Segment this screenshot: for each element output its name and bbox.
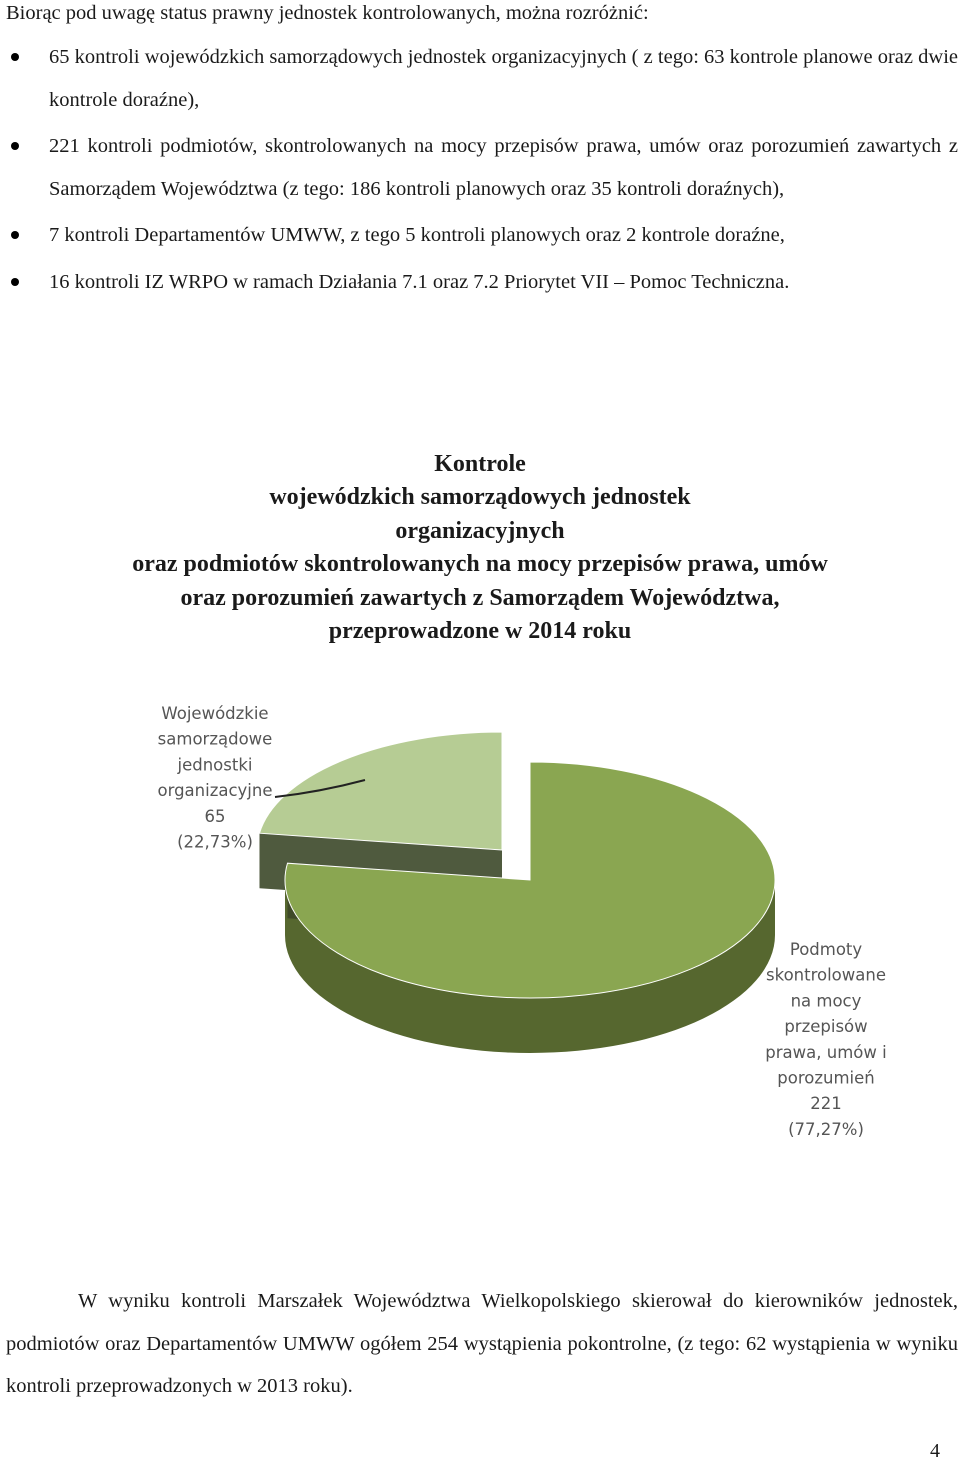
bullet-icon bbox=[11, 278, 19, 286]
list-item-text: 16 kontroli IZ WRPO w ramach Działania 7.1 oraz 7.2 Priorytet VII – Pomoc Techniczna. bbox=[49, 270, 790, 293]
bullet-icon bbox=[11, 231, 19, 239]
pie-slice bbox=[259, 732, 502, 850]
list-item bbox=[0, 36, 958, 121]
list-item-text: 65 kontroli wojewódzkich samorządowych jednostek organizacyjnych ( z tego: 63 kontrole planowe oraz dwie kontrole doraźne), bbox=[49, 46, 958, 111]
list-item-text: 221 kontroli podmiotów, skontrolowanych na mocy przepisów prawa, umów oraz porozumień zawartych z Samorządem Województwa (z tego: 186 kontroli planowych oraz 35 kontroli doraźnych), bbox=[49, 135, 958, 200]
data-label bbox=[765, 940, 886, 1139]
chart-title-line: oraz podmiotów skontrolowanych na mocy przepisów prawa, umów bbox=[132, 551, 828, 578]
data-label-line: 221 bbox=[810, 1094, 842, 1114]
bullet-icon bbox=[11, 142, 19, 150]
intro-paragraph: Biorąc pod uwagę status prawny jednostek kontrolowanych, można rozróżnić: bbox=[6, 2, 649, 24]
data-label-line: przepisów bbox=[784, 1017, 868, 1037]
list-item bbox=[0, 214, 958, 257]
data-label-line: na mocy bbox=[790, 991, 862, 1011]
data-label-line: porozumień bbox=[777, 1068, 875, 1088]
data-label-line: samorządowe bbox=[157, 729, 273, 749]
chart-title-line: wojewódzkich samorządowych jednostek bbox=[269, 484, 691, 511]
page-number: 4 bbox=[930, 1440, 940, 1462]
chart-title-line: organizacyjnych bbox=[395, 517, 565, 544]
list-item-text: 7 kontroli Departamentów UMWW, z tego 5 kontroli planowych oraz 2 kontrole doraźne, bbox=[49, 224, 785, 246]
data-label-line: Podmoty bbox=[789, 940, 863, 959]
data-label-line: jednostki bbox=[177, 755, 253, 775]
chart-title-line: oraz porozumień zawartych z Samorządem Województwa, bbox=[180, 584, 780, 611]
list-item bbox=[0, 261, 958, 304]
data-label-line: prawa, umów i bbox=[765, 1042, 887, 1062]
data-label-line: (77,27%) bbox=[788, 1119, 864, 1139]
bullet-list bbox=[0, 36, 958, 307]
bullet-icon bbox=[11, 53, 19, 61]
list-item bbox=[0, 125, 958, 210]
chart-title-line: Kontrole bbox=[434, 451, 526, 477]
closing-paragraph: W wyniku kontroli Marszałek Województwa Wielkopolskiego skierował do kierowników jednostek, podmiotów oraz Departamentów UMWW ogółem 254 wystąpienia pokontrolne, (z tego: 62 wystąpienia w wyniku kontroli przeprowadzonych w 2013 roku). bbox=[6, 1290, 958, 1397]
data-label-line: Wojewódzkie bbox=[161, 704, 269, 723]
data-label-line: skontrolowane bbox=[766, 965, 886, 985]
data-label-line: organizacyjne bbox=[157, 781, 273, 801]
pie-chart bbox=[0, 680, 960, 1160]
data-label bbox=[157, 704, 272, 852]
chart-title-line: przeprowadzone w 2014 roku bbox=[328, 618, 632, 645]
data-label-line: (22,73%) bbox=[177, 832, 253, 852]
data-label-line: 65 bbox=[204, 806, 226, 826]
chart-title bbox=[0, 448, 960, 648]
